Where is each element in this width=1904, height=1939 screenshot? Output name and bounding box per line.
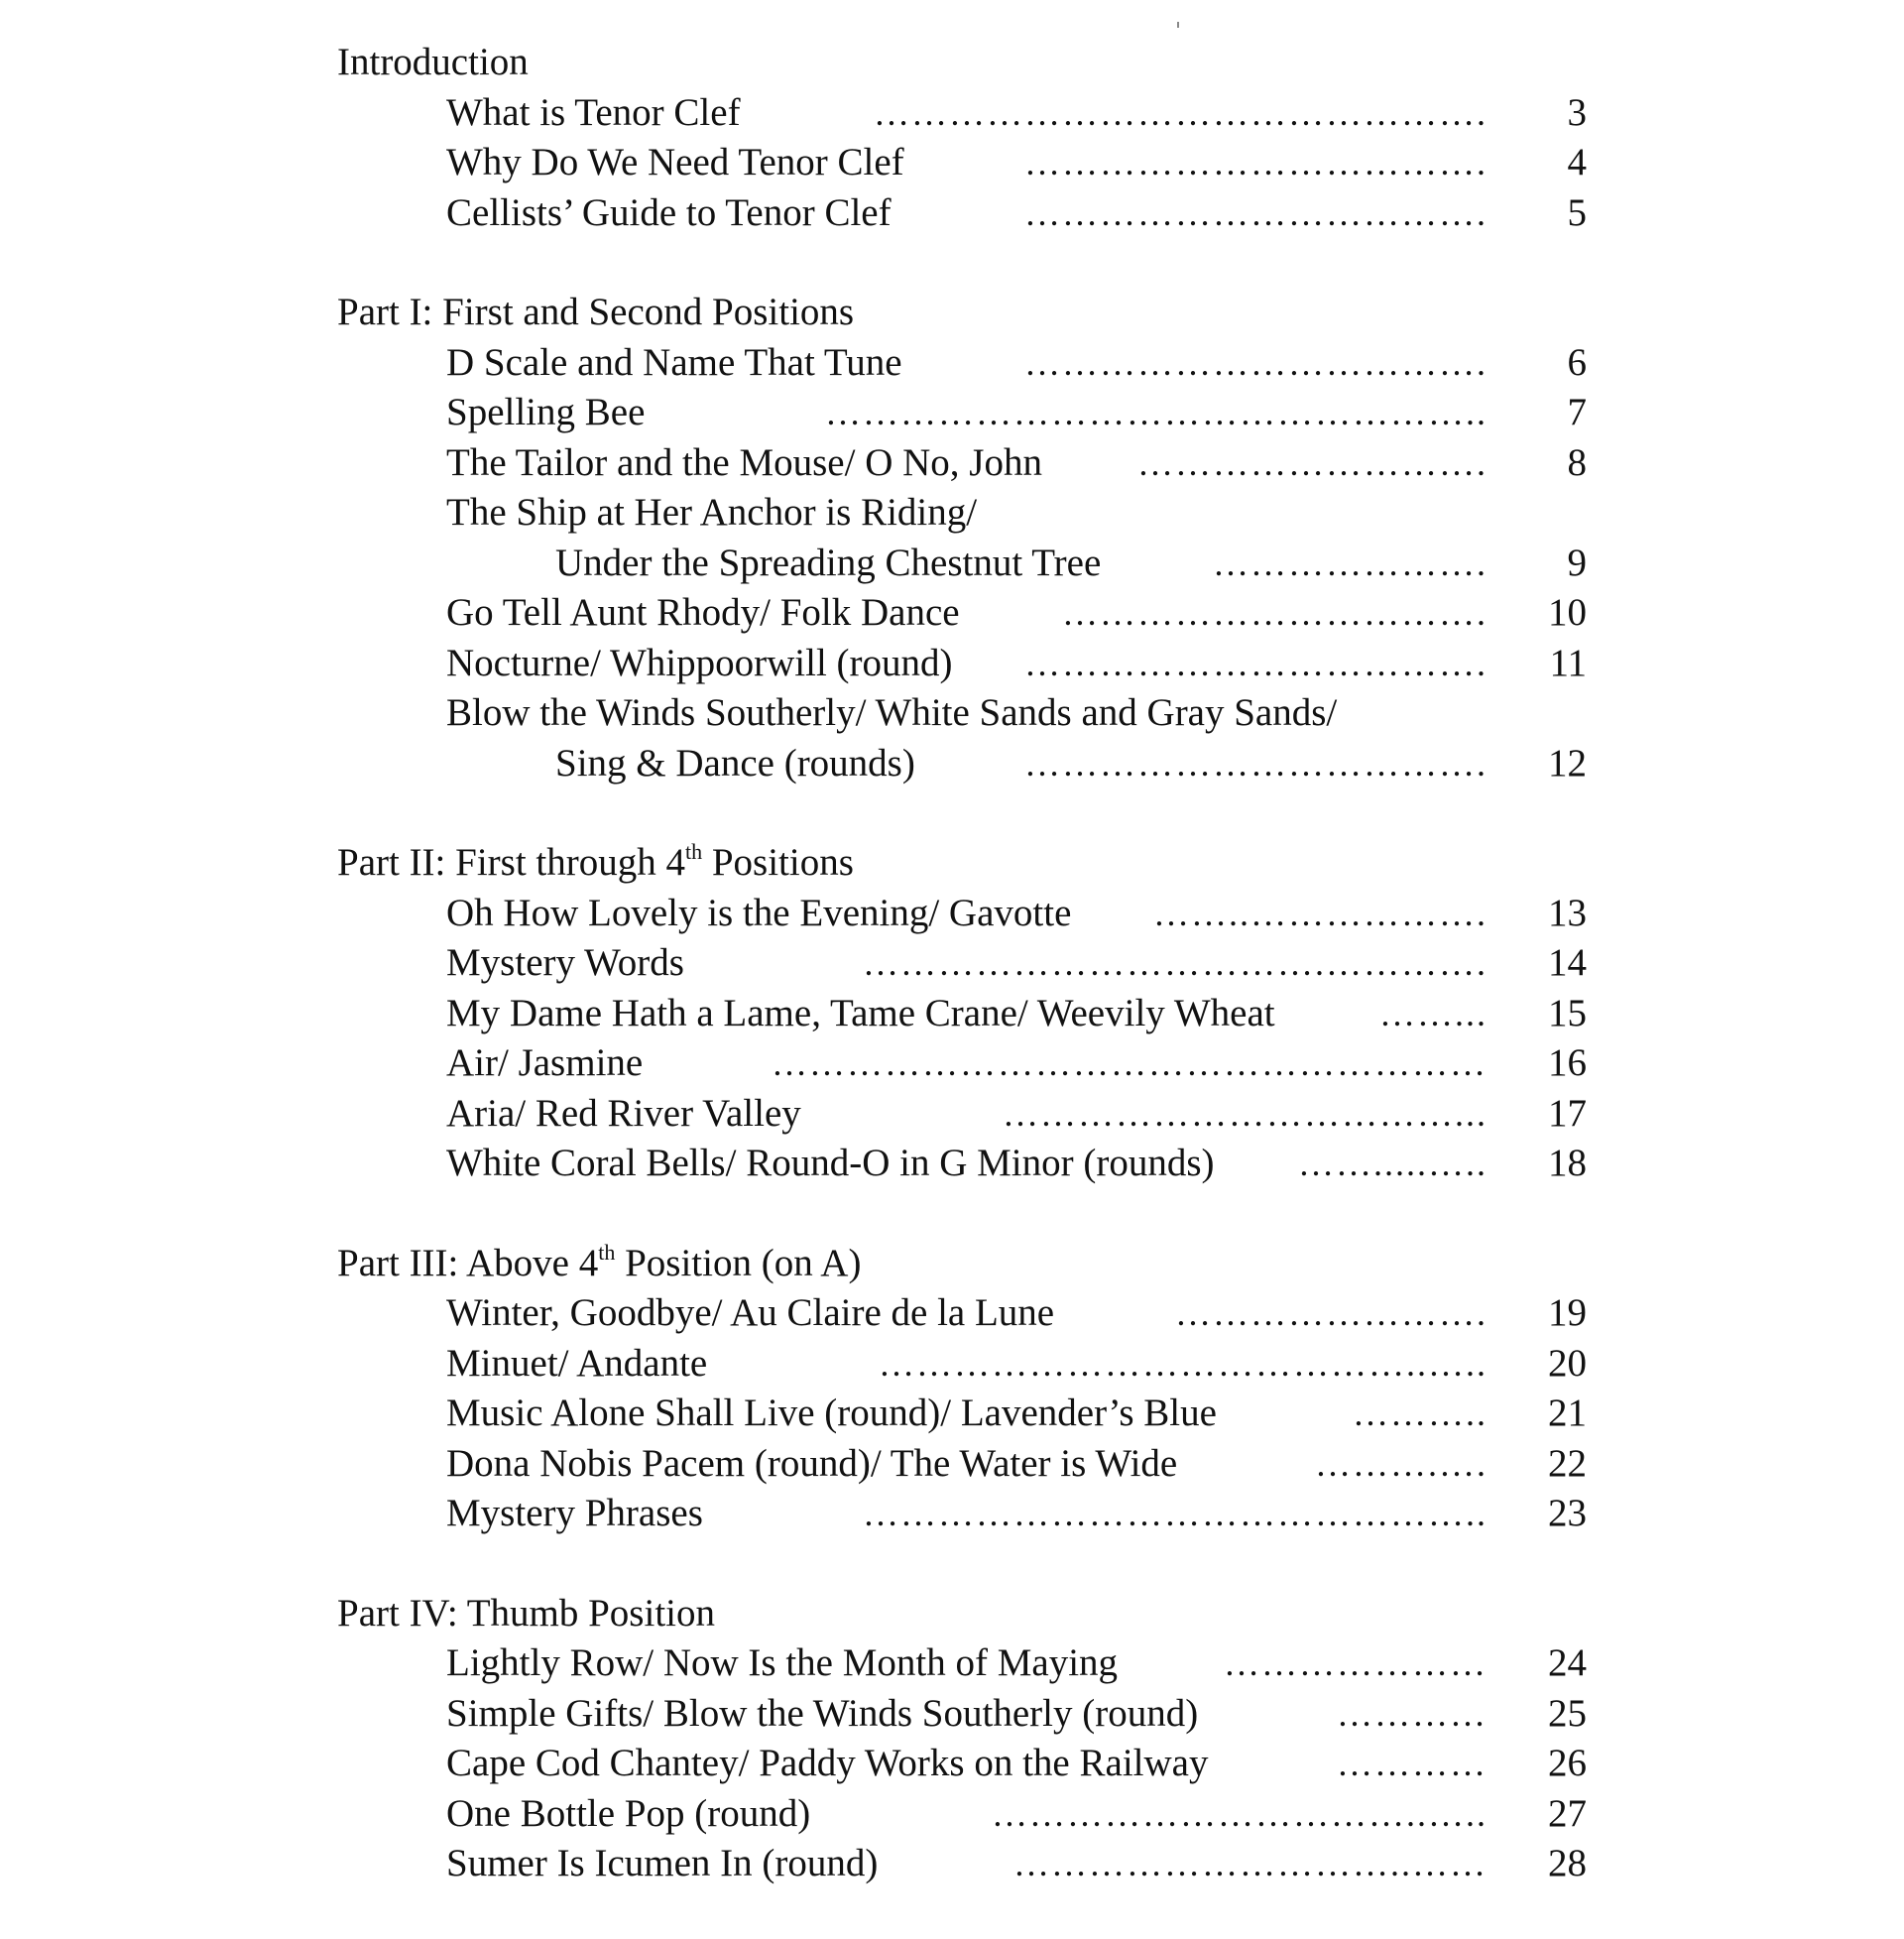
page-number: 5 (1567, 190, 1587, 234)
page-number: 20 (1548, 1341, 1587, 1385)
toc-entry[interactable] (337, 1689, 1587, 1740)
page-number: 21 (1548, 1392, 1587, 1434)
page-number: 11 (1549, 641, 1587, 684)
entry-title: One Bottle Pop (round) (446, 1791, 811, 1835)
page-number: 7 (1567, 391, 1587, 433)
toc-entry[interactable] (337, 1739, 1587, 1789)
toc-entry[interactable] (337, 739, 1587, 789)
toc-entry[interactable] (337, 1389, 1587, 1439)
section-title (337, 1239, 1587, 1289)
page-number: 16 (1548, 1041, 1587, 1084)
entry-title: Simple Gifts/ Blow the Winds Southerly (round) (446, 1691, 1199, 1735)
toc-entry[interactable] (337, 1339, 1587, 1390)
page-number: 25 (1548, 1691, 1587, 1735)
dot-leader: ……………………. (1175, 1293, 1488, 1333)
entry-title: Winter, Goodbye/ Au Claire de la Lune (446, 1291, 1055, 1334)
dot-leader: ………………………………. (1024, 743, 1488, 784)
section-title-text: Part III: Above 4 (337, 1241, 599, 1284)
toc-entry[interactable] (337, 1839, 1587, 1889)
entry-title: Dona Nobis Pacem (round)/ The Water is Wide (446, 1441, 1178, 1485)
toc-section (337, 288, 1587, 788)
page-number: 27 (1548, 1791, 1587, 1835)
toc-section (337, 1239, 1587, 1539)
page-number: 23 (1548, 1492, 1587, 1534)
toc-entry[interactable] (337, 539, 1587, 589)
entry-title: Why Do We Need Tenor Clef (446, 141, 904, 183)
section-title: Part IV: Thumb Position (337, 1591, 715, 1635)
dot-leader: ……………………………………..….. (879, 1343, 1488, 1384)
section-title-text: Position (on A) (615, 1241, 862, 1284)
toc-entry[interactable] (337, 338, 1587, 389)
toc-entry[interactable] (337, 1288, 1587, 1339)
page-number: 15 (1548, 991, 1587, 1034)
page-number: 14 (1548, 941, 1587, 984)
ordinal-suffix: th (684, 839, 703, 864)
entry-title: Under the Spreading Chestnut Tree (555, 541, 1102, 584)
entry-title: Sing & Dance (rounds) (555, 741, 915, 785)
toc-entry[interactable] (337, 1439, 1587, 1490)
dot-leader: …………………………..…… (1013, 1844, 1488, 1883)
entry-title: Nocturne/ Whippoorwill (round) (446, 641, 953, 684)
page-number: 8 (1567, 440, 1587, 484)
page-number: 22 (1548, 1441, 1587, 1485)
entry-title: What is Tenor Clef (446, 90, 741, 134)
page-number: 3 (1567, 90, 1587, 134)
toc-entry[interactable] (337, 889, 1587, 939)
dot-leader: ……………………………….…………. (863, 943, 1488, 983)
page-number: 19 (1548, 1291, 1587, 1334)
toc-entry[interactable] (337, 488, 1587, 539)
toc-entry[interactable] (337, 989, 1587, 1039)
entry-title: Spelling Bee (446, 391, 646, 433)
entry-title: Aria/ Red River Valley (446, 1091, 801, 1135)
toc-entry[interactable] (337, 588, 1587, 639)
section-title-text: Part II: First through 4 (337, 841, 685, 884)
dot-leader: ………… (1337, 1744, 1488, 1783)
page-number: 4 (1567, 141, 1587, 183)
toc-entry[interactable] (337, 438, 1587, 489)
dot-leader: ………………………………. (1024, 643, 1488, 683)
entry-title: Cape Cod Chantey/ Paddy Works on the Railway (446, 1742, 1209, 1784)
page-number: 10 (1548, 591, 1587, 634)
dot-leader: ………………………………. (1024, 143, 1488, 182)
dot-leader: ………………………………... (1003, 1093, 1488, 1134)
dot-leader: ……………………………. (1062, 593, 1488, 633)
toc-entry[interactable] (337, 1789, 1587, 1840)
toc-entry[interactable] (337, 1489, 1587, 1539)
entry-title: Minuet/ Andante (446, 1341, 708, 1385)
page-number: 12 (1548, 741, 1587, 785)
toc-entry[interactable] (337, 88, 1587, 139)
page-number: 26 (1548, 1742, 1587, 1784)
section-title: Part I: First and Second Positions (337, 291, 855, 333)
entry-title: Air/ Jasmine (446, 1041, 644, 1084)
toc-entry[interactable] (337, 938, 1587, 989)
dot-leader: ………… (1337, 1693, 1488, 1734)
entry-title: Music Alone Shall Live (round)/ Lavender’s Blue (446, 1392, 1217, 1434)
dot-leader: …….....….. (1298, 1144, 1488, 1183)
scan-speck (1177, 22, 1179, 28)
entry-title: Cellists’ Guide to Tenor Clef (446, 190, 892, 234)
dot-leader: ………………………. (1137, 442, 1488, 483)
toc-entry[interactable] (337, 1038, 1587, 1089)
toc-entry[interactable] (337, 138, 1587, 188)
toc-entry[interactable] (337, 188, 1587, 239)
entry-title: My Dame Hath a Lame, Tame Crane/ Weevily Wheat (446, 991, 1275, 1034)
page-number: 18 (1548, 1142, 1587, 1184)
entry-title: Mystery Phrases (446, 1492, 703, 1534)
dot-leader: ………………………………………………… (772, 1043, 1488, 1083)
page-number: 9 (1567, 541, 1587, 584)
toc-entry[interactable] (337, 1638, 1587, 1689)
dot-leader: ………………………………………….. (863, 1494, 1488, 1533)
entry-title: Oh How Lovely is the Evening/ Gavotte (446, 891, 1072, 934)
dot-leader: ……….. (1353, 1394, 1488, 1433)
dot-leader: ……….…. (1315, 1443, 1488, 1484)
toc-entry[interactable] (337, 1089, 1587, 1140)
toc-entry[interactable] (337, 688, 1587, 739)
toc-entry[interactable] (337, 1139, 1587, 1189)
dot-leader: ………………………………. (1024, 192, 1488, 233)
entry-title: Sumer Is Icumen In (round) (446, 1842, 879, 1884)
entry-title: The Ship at Her Anchor is Riding/ (446, 491, 978, 534)
dot-leader: ………………… (1224, 1643, 1488, 1683)
dot-leader: …………………………………………….. (825, 393, 1488, 432)
ordinal-suffix: th (598, 1239, 616, 1265)
table-of-contents (337, 38, 1587, 1939)
section-title-text: Positions (702, 841, 854, 884)
entry-title: The Tailor and the Mouse/ O No, John (446, 440, 1042, 484)
toc-entry[interactable] (337, 388, 1587, 438)
toc-section (337, 38, 1587, 238)
entry-title: Mystery Words (446, 941, 684, 984)
dot-leader: ……………………………..….. (992, 1793, 1488, 1834)
entry-title: D Scale and Name That Tune (446, 340, 902, 384)
page-number: 24 (1548, 1641, 1587, 1684)
dot-leader: …………………. (1213, 543, 1488, 583)
section-title: Introduction (337, 41, 529, 83)
toc-entry[interactable] (337, 639, 1587, 689)
page-number: 28 (1548, 1842, 1587, 1884)
entry-title: White Coral Bells/ Round-O in G Minor (rounds) (446, 1142, 1215, 1184)
entry-title: Blow the Winds Southerly/ White Sands and Gray Sands/ (446, 691, 1338, 734)
page-number: 6 (1567, 340, 1587, 384)
toc-section (337, 1589, 1587, 1889)
dot-leader: ……..………………. (1153, 893, 1488, 933)
entry-title: Go Tell Aunt Rhody/ Folk Dance (446, 591, 960, 634)
page-number: 17 (1548, 1091, 1587, 1135)
dot-leader: …………………………………………. (874, 92, 1488, 133)
toc-section (337, 838, 1587, 1189)
dot-leader: ……... (1379, 993, 1488, 1033)
page-number: 13 (1548, 891, 1587, 934)
entry-title: Lightly Row/ Now Is the Month of Maying (446, 1641, 1119, 1684)
section-title (337, 838, 1587, 889)
dot-leader: ………………………………. (1024, 342, 1488, 383)
